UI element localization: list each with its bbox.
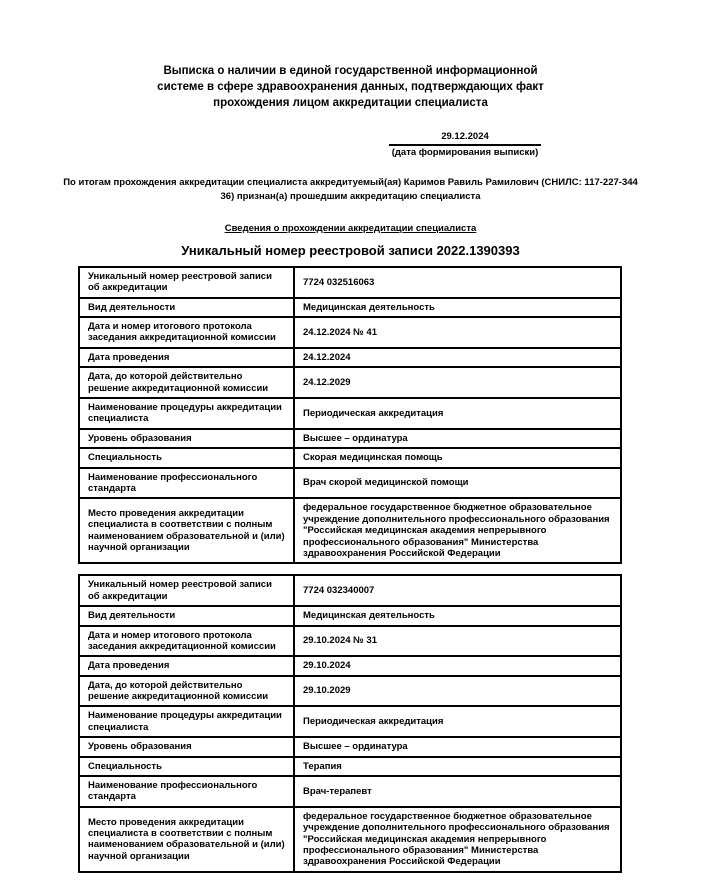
formation-date-caption: (дата формирования выписки) (391, 147, 539, 159)
field-label-cell: Дата, до которой действительно решение аккредитационной комиссии (79, 367, 294, 398)
field-label-cell: Наименование процедуры аккредитации специалиста (79, 706, 294, 737)
field-value-cell: 29.10.2024 № 31 (294, 626, 621, 657)
formation-date-block (389, 131, 541, 160)
field-label-cell: Место проведения аккредитации специалиста в соответствии с полным наименованием образовательной и (или) научной организации (79, 807, 294, 872)
field-value-cell: Периодическая аккредитация (294, 398, 621, 429)
table-row (79, 498, 621, 563)
table-row (79, 626, 621, 657)
table-row (79, 807, 621, 872)
field-value-cell: Высшее – ординатура (294, 429, 621, 448)
field-value-cell: федеральное государственное бюджетное образовательное учреждение дополнительного профессионального образования "Российская медицинская академия непрерывного профессионального образования" Министерства здравоохранения Российской Федерации (294, 498, 621, 563)
table-row (79, 575, 621, 606)
table-row (79, 606, 621, 625)
intro-paragraph: По итогам прохождения аккредитации специалиста аккредитуемый(ая) Каримов Равиль Рамилович (СНИЛС: 117-227-344 36) признан(а) прошедшим аккредитацию специалиста (63, 177, 638, 202)
field-label-cell: Место проведения аккредитации специалиста в соответствии с полным наименованием образовательной и (или) научной организации (79, 498, 294, 563)
field-value-cell: Врач скорой медицинской помощи (294, 468, 621, 499)
table-row (79, 468, 621, 499)
field-label-cell: Вид деятельности (79, 298, 294, 317)
field-value-cell: 7724 032340007 (294, 575, 621, 606)
field-value-cell: Медицинская деятельность (294, 606, 621, 625)
field-label-cell: Дата и номер итогового протокола заседания аккредитационной комиссии (79, 626, 294, 657)
field-label-cell: Дата и номер итогового протокола заседания аккредитационной комиссии (79, 317, 294, 348)
table-row (79, 267, 621, 298)
accreditation-record-table-2 (78, 574, 622, 872)
registry-number-heading: Уникальный номер реестровой записи 2022.1390393 (181, 242, 520, 258)
table-row (79, 348, 621, 367)
table-row (79, 737, 621, 756)
field-value-cell: 24.12.2024 (294, 348, 621, 367)
table-row (79, 676, 621, 707)
field-label-cell: Наименование профессионального стандарта (79, 468, 294, 499)
table-row (79, 398, 621, 429)
table-row (79, 757, 621, 776)
field-value-cell: 29.10.2029 (294, 676, 621, 707)
field-label-cell: Специальность (79, 757, 294, 776)
field-value-cell: 7724 032516063 (294, 267, 621, 298)
field-value-cell: Медицинская деятельность (294, 298, 621, 317)
formation-date-value: 29.12.2024 (389, 131, 541, 147)
field-value-cell: Высшее – ординатура (294, 737, 621, 756)
table-row (79, 776, 621, 807)
field-value-cell: Периодическая аккредитация (294, 706, 621, 737)
table-row (79, 656, 621, 675)
field-value-cell: федеральное государственное бюджетное образовательное учреждение дополнительного профессионального образования "Российская медицинская академия непрерывного профессионального образования" Министерства здравоохранения Российской Федерации (294, 807, 621, 872)
table-row (79, 706, 621, 737)
field-value-cell: 24.12.2024 № 41 (294, 317, 621, 348)
table-row (79, 367, 621, 398)
field-value-cell: 24.12.2029 (294, 367, 621, 398)
field-label-cell: Специальность (79, 448, 294, 467)
field-label-cell: Уникальный номер реестровой записи об аккредитации (79, 267, 294, 298)
field-value-cell: Скорая медицинская помощь (294, 448, 621, 467)
field-value-cell: Терапия (294, 757, 621, 776)
table-row (79, 317, 621, 348)
document-title: Выписка о наличии в единой государственной информационной системе в сфере здравоохранения данных, подтверждающих факт прохождения лицом аккредитации специалиста (157, 65, 544, 109)
table-row (79, 298, 621, 317)
accreditation-record-table-1 (78, 266, 622, 564)
field-label-cell: Уникальный номер реестровой записи об аккредитации (79, 575, 294, 606)
field-label-cell: Дата проведения (79, 656, 294, 675)
section-heading: Сведения о прохождении аккредитации специалиста (224, 222, 477, 234)
field-label-cell: Вид деятельности (79, 606, 294, 625)
field-value-cell: 29.10.2024 (294, 656, 621, 675)
field-value-cell: Врач-терапевт (294, 776, 621, 807)
table-row (79, 448, 621, 467)
field-label-cell: Наименование профессионального стандарта (79, 776, 294, 807)
table-row (79, 429, 621, 448)
field-label-cell: Уровень образования (79, 429, 294, 448)
field-label-cell: Дата проведения (79, 348, 294, 367)
field-label-cell: Наименование процедуры аккредитации специалиста (79, 398, 294, 429)
field-label-cell: Дата, до которой действительно решение аккредитационной комиссии (79, 676, 294, 707)
field-label-cell: Уровень образования (79, 737, 294, 756)
